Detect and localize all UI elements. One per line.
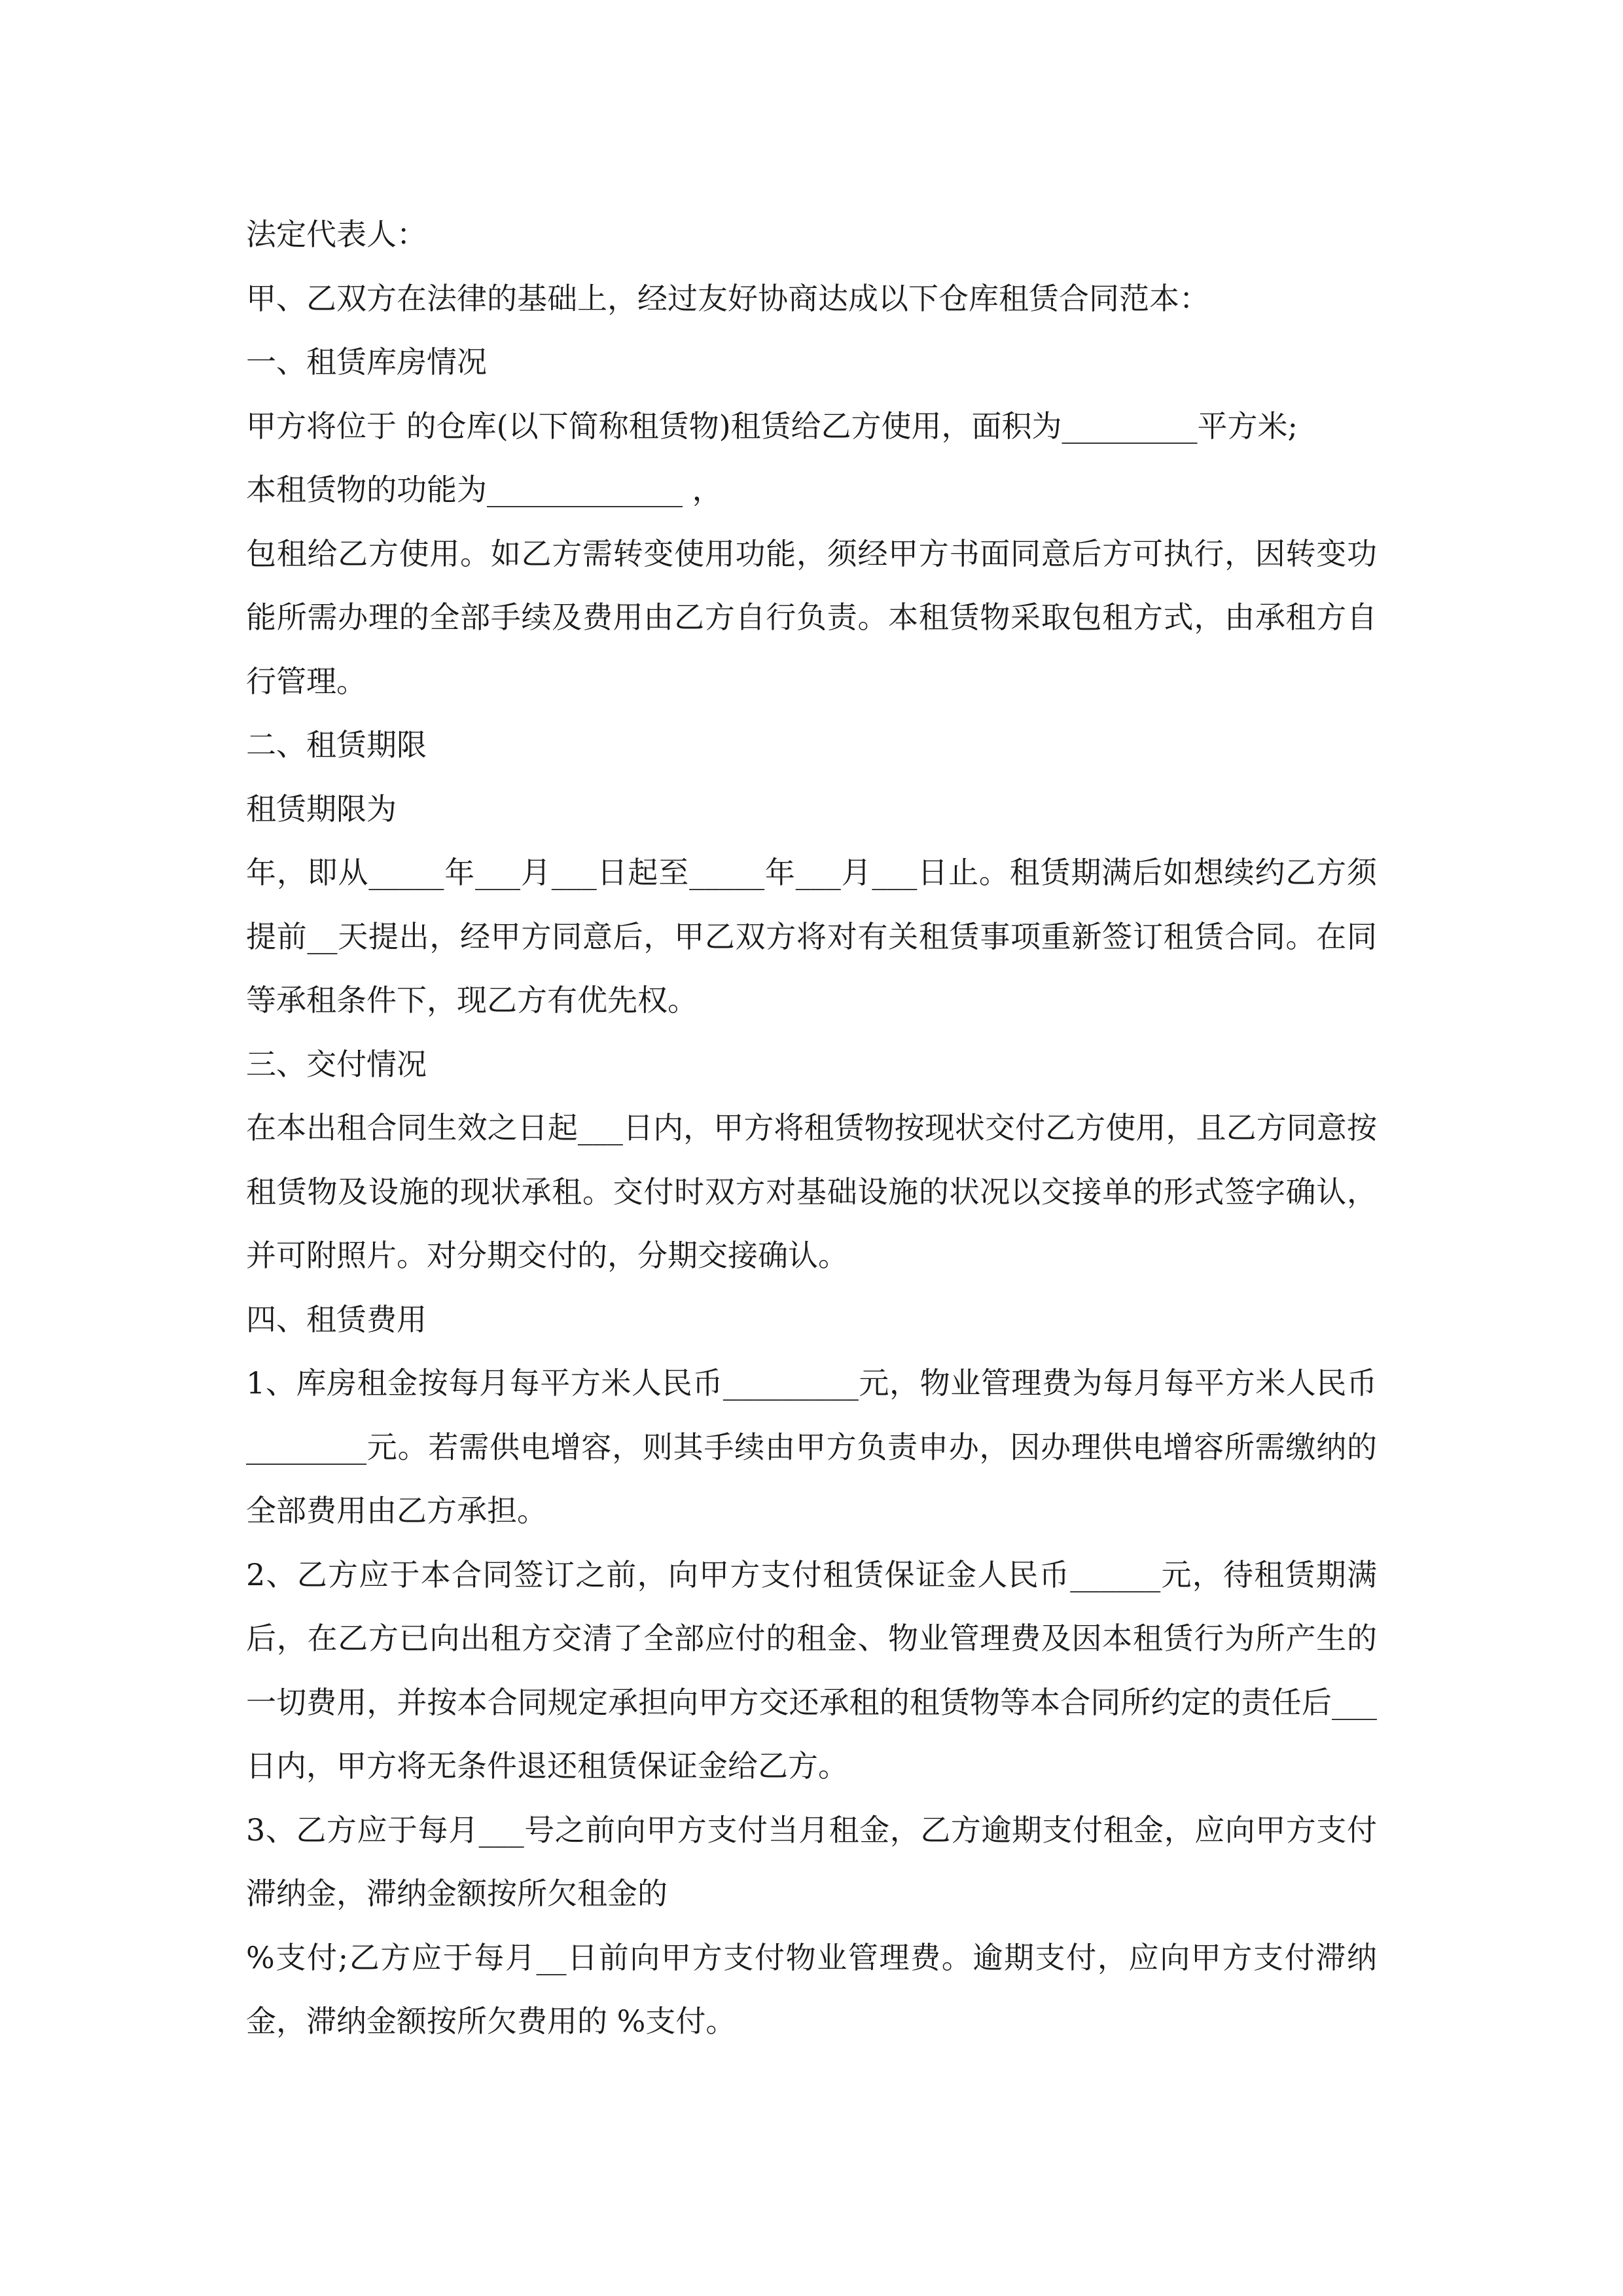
- section-heading-term: 二、租赁期限: [246, 727, 427, 762]
- section-heading-warehouse: 一、租赁库房情况: [246, 344, 487, 380]
- warehouse-function: 本租赁物的功能为_____________ ，: [246, 472, 722, 507]
- section-heading-fees: 四、租赁费用: [246, 1301, 427, 1337]
- fee-clause-1: 1、库房租金按每月每平方米人民币_________元，物业管理费为每月每平方米人民币________元。若需供电增容，则其手续由甲方负责申办，因办理供电增容所需缴纳的全部费用由乙方承担。: [246, 1365, 1377, 1528]
- fee-clause-3: 3、乙方应于每月___号之前向甲方支付当月租金，乙方逾期支付租金，应向甲方支付滞纳金，滞纳金额按所欠租金的: [246, 1812, 1377, 1911]
- term-clause: 年，即从_____年___月___日起至_____年___月___日止。租赁期满后如想续约乙方须提前__天提出，经甲方同意后，甲乙双方将对有关租赁事项重新签订租赁合同。在同等承租条件下，现乙方有优先权。: [246, 855, 1377, 1018]
- legal-representative-line: 法定代表人：: [246, 217, 427, 252]
- contract-intro: 甲、乙双方在法律的基础上，经过友好协商达成以下仓库租赁合同范本：: [246, 280, 1209, 316]
- fee-clause-3-continued: %支付;乙方应于每月__日前向甲方支付物业管理费。逾期支付，应向甲方支付滞纳金，滞纳金额按所欠费用的 %支付。: [246, 1939, 1377, 2039]
- delivery-clause: 在本出租合同生效之日起___日内，甲方将租赁物按现状交付乙方使用，且乙方同意按租赁物及设施的现状承租。交付时双方对基础设施的状况以交接单的形式签字确认，并可附照片。对分期交付的，分期交接确认。: [246, 1110, 1377, 1273]
- term-label: 租赁期限为: [246, 791, 397, 827]
- usage-change-clause: 包租给乙方使用。如乙方需转变使用功能，须经甲方书面同意后方可执行，因转变功能所需办理的全部手续及费用由乙方自行负责。本租赁物采取包租方式，由承租方自行管理。: [246, 535, 1377, 699]
- section-heading-delivery: 三、交付情况: [246, 1046, 427, 1082]
- document-body: [246, 203, 1377, 2054]
- warehouse-location-area: 甲方将位于 的仓库(以下简称租赁物)租赁给乙方使用，面积为_________平方米;: [246, 408, 1298, 444]
- fee-clause-2: 2、乙方应于本合同签订之前，向甲方支付租赁保证金人民币______元，待租赁期满后，在乙方已向出租方交清了全部应付的租金、物业管理费及因本租赁行为所产生的一切费用，并按本合同规定承担向甲方交还承租的租赁物等本合同所约定的责任后___日内，甲方将无条件退还租赁保证金给乙方。: [246, 1556, 1377, 1784]
